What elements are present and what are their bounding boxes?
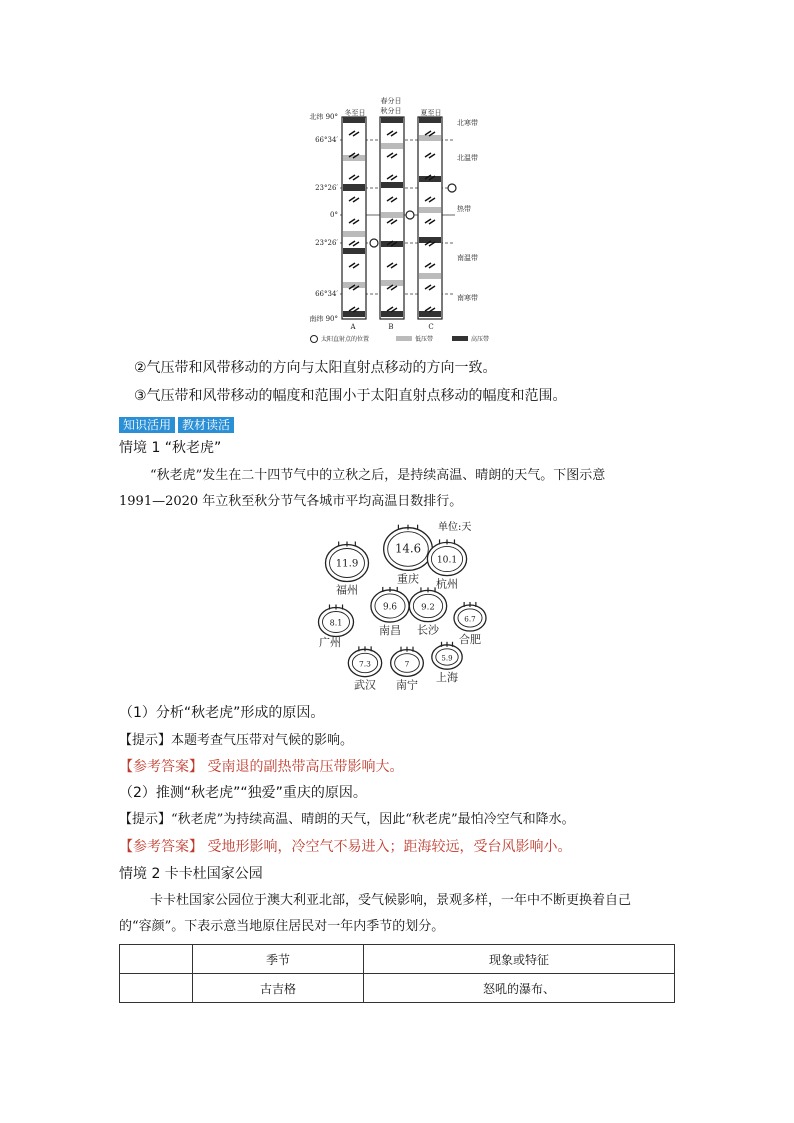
table-row xyxy=(120,974,675,1003)
lat-label: 66°34′ xyxy=(315,136,338,144)
legend-high-swatch xyxy=(452,336,468,341)
bubble xyxy=(371,587,409,637)
lat-label: 23°26′ xyxy=(315,239,338,247)
hint-1: 【提示】本题考查气压带对气候的影响。 xyxy=(119,733,354,748)
bubble-value: 7.3 xyxy=(359,659,371,669)
pressure-band xyxy=(419,273,441,279)
bubble-value: 6.7 xyxy=(464,614,476,624)
tag-knowledge: 知识活用 xyxy=(119,417,175,433)
city-label: 合肥 xyxy=(459,633,481,647)
tag-textbook: 教材读活 xyxy=(178,417,234,433)
bubble-value: 8.1 xyxy=(329,618,343,628)
legend-high: 高压带 xyxy=(471,336,490,343)
table-header xyxy=(120,945,193,974)
bubble-value: 7 xyxy=(404,659,410,669)
col-letter: C xyxy=(428,323,434,331)
question-1: （1）分析“秋老虎”形成的原因。 xyxy=(119,705,325,721)
bubble-value: 9.2 xyxy=(421,602,435,613)
answer-text: 受南退的副热带高压带影响大。 xyxy=(207,759,404,775)
sun-icon xyxy=(311,336,318,343)
zone-label-north-frigid: 北寒带 xyxy=(457,119,478,127)
city-label: 福州 xyxy=(336,583,358,597)
city-label: 长沙 xyxy=(417,623,439,637)
city-label: 武汉 xyxy=(354,678,376,690)
answer-1 xyxy=(119,757,403,777)
table-header: 季节 xyxy=(193,945,364,974)
lat-label: 66°34′ xyxy=(315,290,338,298)
legend-low-swatch xyxy=(396,336,412,341)
zone-label-tropic: 热带 xyxy=(457,205,471,213)
city-label: 南宁 xyxy=(396,678,418,690)
zone-label-south-temperate: 南温带 xyxy=(457,254,478,262)
col-title-winter: 冬至日 xyxy=(344,109,366,117)
point-2: ②气压带和风带移动的方向与太阳直射点移动的方向一致。 xyxy=(134,360,497,376)
sun-icon xyxy=(448,184,456,192)
bubble xyxy=(384,525,433,586)
table-header-row xyxy=(120,945,675,974)
lat-label: 23°26′ xyxy=(315,184,338,192)
table-cell: 怒吼的瀑布、 xyxy=(364,974,675,1003)
city-label: 重庆 xyxy=(397,572,419,586)
zone-label-south-frigid: 南寒带 xyxy=(457,294,478,302)
bubble xyxy=(391,647,424,690)
high-temp-days-chart xyxy=(310,518,500,690)
case2-title: 情境 2 卡卡杜国家公园 xyxy=(119,866,263,882)
answer-label: 【参考答案】 xyxy=(119,759,203,775)
pressure-band xyxy=(381,143,403,149)
bubble-value: 10.1 xyxy=(436,555,458,566)
bubble xyxy=(427,539,466,590)
legend-low: 低压带 xyxy=(415,336,434,343)
city-label: 南昌 xyxy=(379,624,401,638)
hint-2: 【提示】“秋老虎”为持续高温、晴朗的天气，因此“秋老虎”最怕冷空气和降水。 xyxy=(119,812,575,827)
case1-para1: “秋老虎”发生在二十四节气中的立秋之后，是持续高温、晴朗的天气。下图示意 xyxy=(150,468,606,483)
bubble xyxy=(432,642,462,684)
col-title-autumn: 秋分日 xyxy=(380,107,402,115)
col-letter: A xyxy=(350,323,356,331)
pressure-band xyxy=(343,117,365,123)
answer-label: 【参考答案】 xyxy=(119,839,203,855)
city-label: 上海 xyxy=(436,671,458,685)
pressure-band xyxy=(381,182,403,188)
pressure-band xyxy=(381,212,403,218)
pressure-belt-diagram xyxy=(300,95,500,347)
bubble-value: 14.6 xyxy=(394,541,422,556)
bubble xyxy=(326,542,369,597)
bubble xyxy=(318,604,353,649)
table-header: 现象或特征 xyxy=(364,945,675,974)
bubble-value: 11.9 xyxy=(335,558,359,570)
pressure-band xyxy=(419,207,441,213)
point-3: ③气压带和风带移动的幅度和范围小于太阳直射点移动的幅度和范围。 xyxy=(134,388,567,404)
case1-para2: 1991—2020 年立秋至秋分节气各城市平均高温日数排行。 xyxy=(119,494,463,509)
section-tags xyxy=(119,414,234,433)
zone-label-north-temperate: 北温带 xyxy=(457,154,478,162)
pressure-band xyxy=(381,117,403,123)
case2-para2: 的“容颜”。下表示意当地原住居民对一年内季节的划分。 xyxy=(119,919,445,934)
bubble xyxy=(454,602,486,646)
table-cell: 古吉格 xyxy=(193,974,364,1003)
case2-para1: 卡卡杜国家公园位于澳大利亚北部，受气候影响，景观多样，一年中不断更换着自己 xyxy=(150,893,632,908)
sun-icon xyxy=(370,239,378,247)
legend-sun: 太阳直射点的位置 xyxy=(321,336,370,343)
city-label: 广州 xyxy=(319,636,341,649)
answer-2 xyxy=(119,837,571,857)
case1-title: 情境 1 “秋老虎” xyxy=(119,440,222,456)
bubble-value: 9.6 xyxy=(382,602,398,613)
lat-label: 0° xyxy=(330,211,338,219)
bubble xyxy=(409,587,446,636)
col-title-spring: 春分日 xyxy=(380,97,402,105)
col-letter: B xyxy=(388,323,394,331)
question-2: （2）推测“秋老虎”“独爱”重庆的原因。 xyxy=(119,785,367,801)
pressure-band xyxy=(419,117,441,123)
season-table xyxy=(119,944,675,1003)
chart-unit: 单位:天 xyxy=(438,522,472,533)
pressure-band xyxy=(343,248,365,254)
col-title-summer: 夏至日 xyxy=(420,109,442,117)
city-label: 杭州 xyxy=(436,577,458,591)
bubble-value: 5.9 xyxy=(441,654,453,663)
pressure-band xyxy=(343,184,365,191)
lat-label: 南纬 90° xyxy=(309,315,338,323)
answer-text: 受地形影响，冷空气不易进入；距海较远，受台风影响小。 xyxy=(207,839,572,855)
pressure-band xyxy=(343,231,365,237)
bubble xyxy=(348,646,381,690)
sun-icon xyxy=(406,211,414,219)
lat-label: 北纬 90° xyxy=(309,113,338,121)
table-cell xyxy=(120,974,193,1003)
